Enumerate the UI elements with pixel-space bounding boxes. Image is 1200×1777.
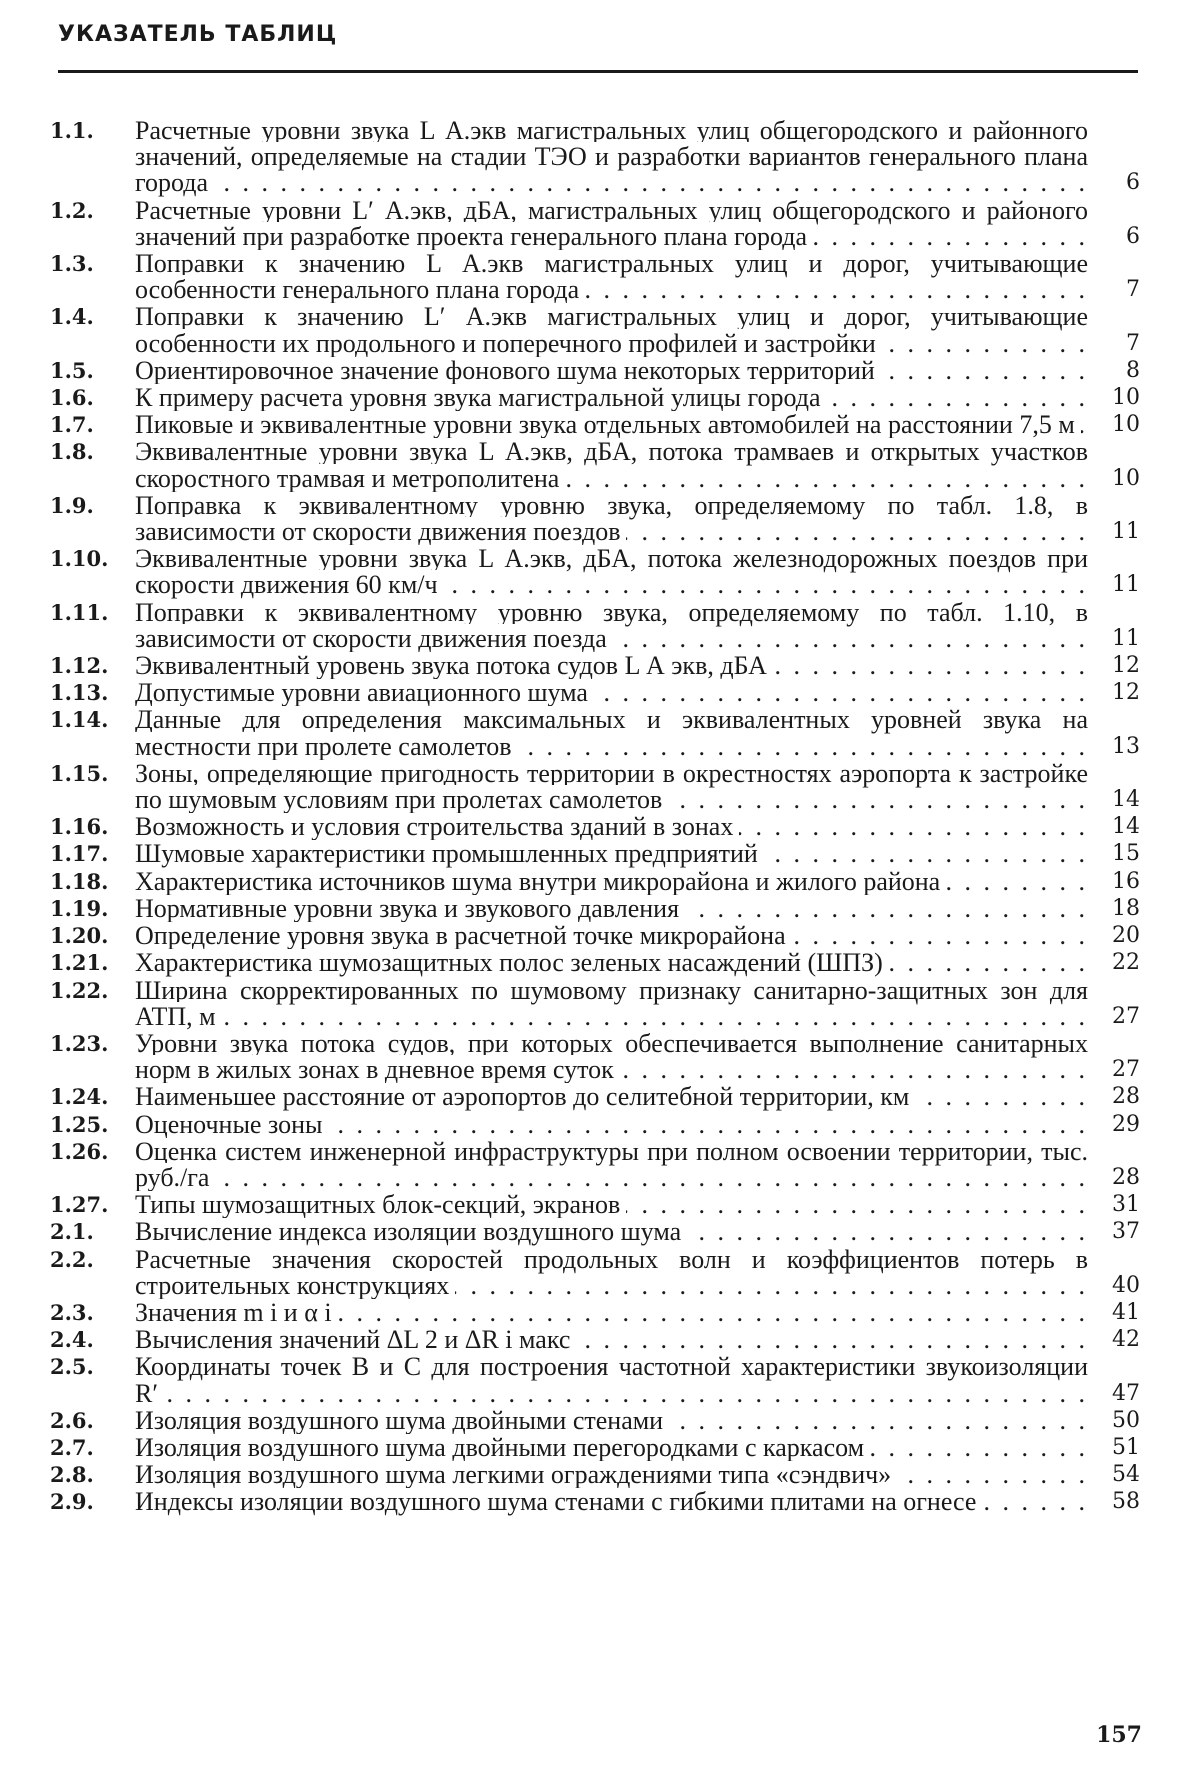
toc-entry [50, 761, 1140, 813]
toc-entry-number: 1.10. [50, 546, 109, 572]
toc-entry-title: Эквивалентный уровень звука потока судов L А экв, дБА . . . [135, 653, 1088, 679]
toc-entry-page: 51 [1112, 1434, 1140, 1460]
toc-entry-title: Поправки к значению L А.экв магистральных улиц и дорог, учитывающие особенности генерального плана города . . . [135, 251, 1088, 303]
toc-entry-number: 2.2. [50, 1246, 94, 1272]
toc-entry-page: 8 [1126, 357, 1140, 383]
toc-entry [50, 653, 1140, 679]
toc-entry [50, 412, 1140, 438]
toc-entry-page: 7 [1126, 330, 1140, 356]
toc-entry-number: 1.5. [50, 357, 94, 383]
toc-entry-title: Изоляция воздушного шума двойными перегородками с каркасом . . . [135, 1435, 1088, 1461]
toc-entry-number: 1.2. [50, 197, 94, 223]
toc-entry [50, 1084, 1140, 1110]
toc-entry [50, 358, 1140, 384]
toc-entry-number: 1.19. [50, 895, 109, 921]
toc-entry-number: 2.9. [50, 1489, 94, 1515]
toc-entry-page: 11 [1112, 519, 1140, 545]
toc-entry-number: 1.8. [50, 439, 94, 465]
toc-entry-number: 1.13. [50, 680, 109, 706]
toc-entry-page: 12 [1112, 680, 1140, 706]
toc-entry [50, 439, 1140, 491]
toc-entry-number: 1.4. [50, 304, 94, 330]
toc-entry-page: 28 [1112, 1164, 1140, 1190]
toc-entry-title: Вычисление индекса изоляции воздушного шума . . . [135, 1219, 1088, 1245]
toc-entry-number: 1.25. [50, 1111, 109, 1137]
toc-entry-number: 1.3. [50, 251, 94, 277]
toc-entry-title: Изоляция воздушного шума легкими ограждениями типа «сэндвич» . . . [135, 1462, 1088, 1488]
toc-entry-number: 1.27. [50, 1192, 109, 1218]
toc-entry-title: Поправка к эквивалентному уровню звука, определяемому по табл. 1.8, в зависимости от скорости движения поездов . . . [135, 493, 1088, 545]
toc-entry [50, 304, 1140, 356]
toc-entry-page: 20 [1112, 923, 1140, 949]
toc-entry-page: 16 [1112, 868, 1140, 894]
toc-entry-title: Расчетные уровни L′ А.экв, дБА, магистральных улиц общегородского и районого значений при разработке проекта генерального плана города . . . [135, 198, 1088, 250]
toc-entry-page: 40 [1112, 1272, 1140, 1298]
toc-entry-number: 2.4. [50, 1327, 94, 1353]
toc-entry [50, 1489, 1140, 1515]
toc-entry-number: 1.18. [50, 868, 109, 894]
toc-entry-number: 2.5. [50, 1354, 94, 1380]
toc-entry [50, 1192, 1140, 1218]
toc-entry-page: 37 [1112, 1219, 1140, 1245]
toc-entry-page: 11 [1112, 625, 1140, 651]
toc-entry-title: Определение уровня звука в расчетной точке микрорайона . . . [135, 923, 1088, 949]
toc-entry-page: 54 [1112, 1462, 1140, 1488]
table-of-contents [50, 118, 1140, 1517]
toc-entry [50, 1031, 1140, 1083]
toc-entry-page: 29 [1112, 1111, 1140, 1137]
toc-entry-page: 15 [1112, 841, 1140, 867]
toc-entry-title: Возможность и условия строительства зданий в зонах . . . [135, 814, 1088, 840]
toc-entry [50, 1354, 1140, 1406]
page-number: 157 [1096, 1722, 1142, 1748]
toc-entry-page: 28 [1112, 1084, 1140, 1110]
toc-entry-number: 2.8. [50, 1462, 94, 1488]
toc-entry [50, 869, 1140, 895]
toc-entry-number: 1.26. [50, 1138, 109, 1164]
toc-entry-page: 10 [1112, 465, 1140, 491]
toc-entry-title: Индексы изоляции воздушного шума стенами с гибкими плитами на огнесе . . . [135, 1489, 1088, 1515]
toc-entry-number: 1.9. [50, 492, 94, 518]
toc-entry-title: Пиковые и эквивалентные уровни звука отдельных автомобилей на расстоянии 7,5 м . . . [135, 412, 1088, 438]
toc-entry-page: 58 [1112, 1489, 1140, 1515]
toc-entry [50, 198, 1140, 250]
toc-entry [50, 1462, 1140, 1488]
toc-entry-title: Допустимые уровни авиационного шума . . . [135, 680, 1088, 706]
toc-entry [50, 493, 1140, 545]
toc-entry [50, 1435, 1140, 1461]
toc-entry-title: Оценка систем инженерной инфраструктуры при полном освоении территории, тыс. руб./га . . . [135, 1139, 1088, 1191]
toc-entry-number: 1.24. [50, 1084, 109, 1110]
toc-entry [50, 680, 1140, 706]
toc-entry-number: 1.1. [50, 118, 94, 143]
toc-entry-number: 2.6. [50, 1407, 94, 1433]
toc-entry-title: Поправки к значению L′ А.экв магистральных улиц и дорог, учитывающие особенности их продольного и поперечного профилей и застройки . . . [135, 304, 1088, 356]
toc-entry-title: Характеристика источников шума внутри микрорайона и жилого района . . . [135, 869, 1088, 895]
toc-entry-page: 10 [1112, 385, 1140, 411]
toc-entry-page: 12 [1112, 653, 1140, 679]
toc-entry-title: Расчетные уровни звука L А.экв магистральных улиц общегородского и районного значений, определяемые на стадии ТЭО и разработки вариантов генерального плана города . . . [135, 118, 1088, 197]
toc-entry [50, 707, 1140, 759]
toc-entry-title: Изоляция воздушного шума двойными стенами . . . [135, 1408, 1088, 1434]
toc-entry [50, 950, 1140, 976]
toc-entry [50, 385, 1140, 411]
toc-entry [50, 1247, 1140, 1299]
toc-entry-page: 6 [1126, 223, 1140, 249]
toc-entry-page: 31 [1112, 1192, 1140, 1218]
toc-entry [50, 1408, 1140, 1434]
toc-entry-title: Уровни звука потока судов, при которых обеспечивается выполнение санитарных норм в жилых зонах в дневное время суток . . . [135, 1031, 1088, 1083]
toc-entry-title: Координаты точек В и С для построения частотной характеристики звукоизоляции R′ . . . [135, 1354, 1088, 1406]
toc-entry [50, 1300, 1140, 1326]
toc-entry-title: Оценочные зоны . . . [135, 1112, 1088, 1138]
toc-entry-title: Данные для определения максимальных и эквивалентных уровней звука на местности при пролете самолетов . . . [135, 707, 1088, 759]
toc-entry [50, 814, 1140, 840]
toc-entry [50, 600, 1140, 652]
page-title: УКАЗАТЕЛЬ ТАБЛИЦ [58, 22, 338, 47]
toc-entry-page: 7 [1126, 277, 1140, 303]
toc-entry-title: Характеристика шумозащитных полос зеленых насаждений (ШПЗ) . . . [135, 950, 1088, 976]
toc-entry-number: 1.14. [50, 707, 109, 733]
toc-entry [50, 251, 1140, 303]
toc-entry [50, 896, 1140, 922]
toc-entry-number: 1.23. [50, 1030, 109, 1056]
toc-entry-page: 47 [1112, 1380, 1140, 1406]
toc-entry-number: 1.16. [50, 814, 109, 840]
toc-entry [50, 1219, 1140, 1245]
toc-entry-title: Нормативные уровни звука и звукового давления . . . [135, 896, 1088, 922]
toc-entry-page: 13 [1112, 733, 1140, 759]
toc-entry-page: 41 [1112, 1299, 1140, 1325]
toc-entry-title: Ориентировочное значение фонового шума некоторых территорий . . . [135, 358, 1088, 384]
toc-entry-title: Зоны, определяющие пригодность территории в окрестностях аэропорта к застройке по шумовым условиям при пролетах самолетов . . . [135, 761, 1088, 813]
toc-entry-number: 1.22. [50, 977, 109, 1003]
toc-entry-title: Ширина скорректированных по шумовому признаку санитарно-защитных зон для АТП, м . . . [135, 978, 1088, 1030]
toc-entry-page: 27 [1112, 1003, 1140, 1029]
toc-entry [50, 1327, 1140, 1353]
toc-entry [50, 978, 1140, 1030]
toc-entry-title: Расчетные значения скоростей продольных волн и коэффициентов потерь в строительных конструкциях . . . [135, 1247, 1088, 1299]
toc-entry-number: 2.1. [50, 1219, 94, 1245]
toc-entry-page: 50 [1112, 1407, 1140, 1433]
toc-entry-title: Шумовые характеристики промышленных предприятий . . . [135, 841, 1088, 867]
toc-entry-number: 1.6. [50, 385, 94, 411]
toc-entry-page: 22 [1112, 950, 1140, 976]
toc-entry [50, 1139, 1140, 1191]
toc-entry-title: Эквивалентные уровни звука L А.экв, дБА, потока трамваев и открытых участков скоростного трамвая и метрополитена . . . [135, 439, 1088, 491]
toc-entry [50, 118, 1140, 197]
toc-entry-number: 1.21. [50, 950, 109, 976]
toc-entry-page: 10 [1112, 412, 1140, 438]
toc-entry-title: Вычисления значений ΔL 2 и ΔR i макс . . . [135, 1327, 1088, 1353]
toc-entry-title: К примеру расчета уровня звука магистральной улицы города . . . [135, 385, 1088, 411]
toc-entry-title: Значения m i и α i . . . [135, 1300, 1088, 1326]
toc-entry-number: 2.3. [50, 1299, 94, 1325]
toc-entry-page: 27 [1112, 1057, 1140, 1083]
toc-entry-title: Эквивалентные уровни звука L А.экв, дБА, потока железнодорожных поездов при скорости движения 60 км/ч . . . [135, 546, 1088, 598]
toc-entry [50, 841, 1140, 867]
toc-entry-number: 1.20. [50, 923, 109, 949]
toc-entry [50, 923, 1140, 949]
header-rule [58, 70, 1138, 73]
toc-entry-number: 1.12. [50, 653, 109, 679]
toc-entry [50, 546, 1140, 598]
toc-entry-page: 18 [1112, 895, 1140, 921]
toc-entry-page: 42 [1112, 1327, 1140, 1353]
toc-entry-title: Типы шумозащитных блок-секций, экранов . . . [135, 1192, 1088, 1218]
toc-entry-title: Поправки к эквивалентному уровню звука, определяемому по табл. 1.10, в зависимости от скорости движения поезда . . . [135, 600, 1088, 652]
toc-entry-number: 1.15. [50, 760, 109, 786]
toc-entry-page: 14 [1112, 814, 1140, 840]
toc-entry-number: 1.11. [50, 599, 109, 625]
toc-entry-page: 14 [1112, 787, 1140, 813]
toc-entry-title: Наименьшее расстояние от аэропортов до селитебной территории, км . . . [135, 1084, 1088, 1110]
toc-entry [50, 1112, 1140, 1138]
toc-entry-page: 11 [1112, 572, 1140, 598]
toc-entry-number: 2.7. [50, 1434, 94, 1460]
toc-entry-page: 6 [1126, 170, 1140, 196]
toc-entry-number: 1.7. [50, 412, 94, 438]
toc-entry-number: 1.17. [50, 841, 109, 867]
